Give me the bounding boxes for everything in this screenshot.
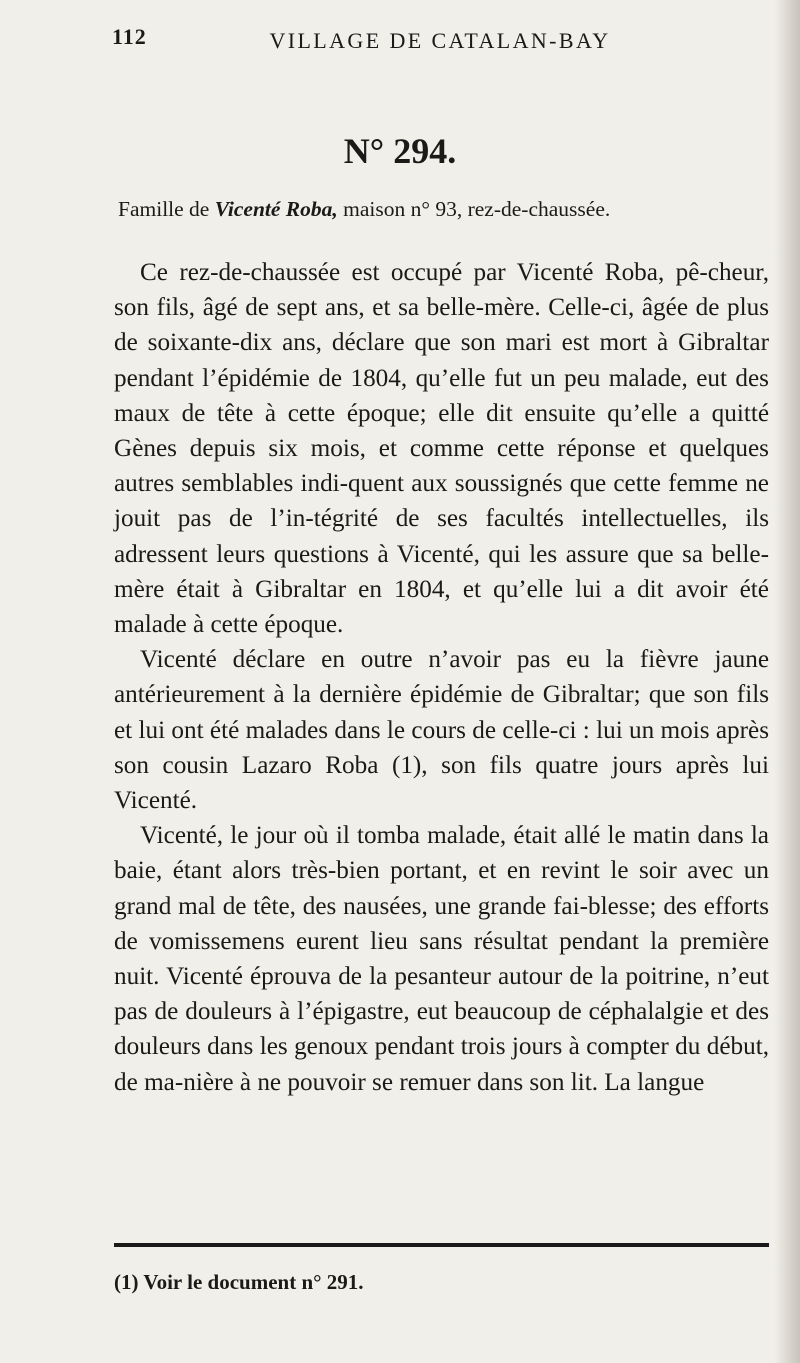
paragraph: Vicenté déclare en outre n’avoir pas eu la fièvre jaune antérieurement à la dernière épidémie de Gibraltar; que son fils et lui ont été malades dans le cours de celle-ci : lui un mois après son cousin Lazaro Roba (1), son fils quatre jours après lui Vicenté.: [114, 646, 769, 815]
paragraph: Vicenté, le jour où il tomba malade, était allé le matin dans la baie, étant alors très-bien portant, et en revint le soir avec un grand mal de tête, des nausées, une grande fai-blesse; des efforts de vomissemens eurent lieu sans résultat pendant la première nuit. Vicenté éprouva de la pesanteur autour de la poitrine, n’eut pas de douleurs à l’épigastre, eut beaucoup de céphalalgie et des douleurs dans les genoux pendant trois jours à compter du début, de ma-nière à ne pouvoir se remuer dans son lit. La langue: [114, 822, 769, 1096]
document-subtitle: [118, 197, 718, 222]
paragraph: Ce rez-de-chaussée est occupé par Vicenté Roba, pê-cheur, son fils, âgé de sept ans, et sa belle-mère. Celle-ci, âgée de plus de soixante-dix ans, déclare que son mari est mort à Gibraltar pendant l’épidémie de 1804, qu’elle fut un peu malade, eut des maux de tête à cette époque; elle dit ensuite qu’elle a quitté Gènes depuis six mois, et comme cette réponse et quelques autres semblables indi-quent aux soussignés que cette femme ne jouit pas de l’in-tégrité de ses facultés intellectuelles, ils adressent leurs questions à Vicenté, qui les assure que sa belle-mère était à Gibraltar en 1804, et qu’elle lui a dit avoir été malade à cette époque.: [114, 259, 769, 639]
document-number: N° 294.: [343, 131, 457, 171]
footnote-rule: [114, 1243, 769, 1247]
footnote: (1) Voir le document n° 291.: [114, 1270, 364, 1294]
subtitle-name: Vicenté Roba,: [214, 197, 338, 221]
running-title: VILLAGE DE CATALAN-BAY: [269, 28, 611, 53]
subtitle-prefix: Famille de: [118, 197, 215, 221]
subtitle-suffix: maison n° 93, rez-de-chaussée.: [337, 197, 611, 221]
running-head: [0, 20, 800, 64]
body-text: [114, 255, 769, 1100]
page-edge-shadow: [774, 0, 800, 1363]
page-number: 112: [112, 24, 147, 49]
